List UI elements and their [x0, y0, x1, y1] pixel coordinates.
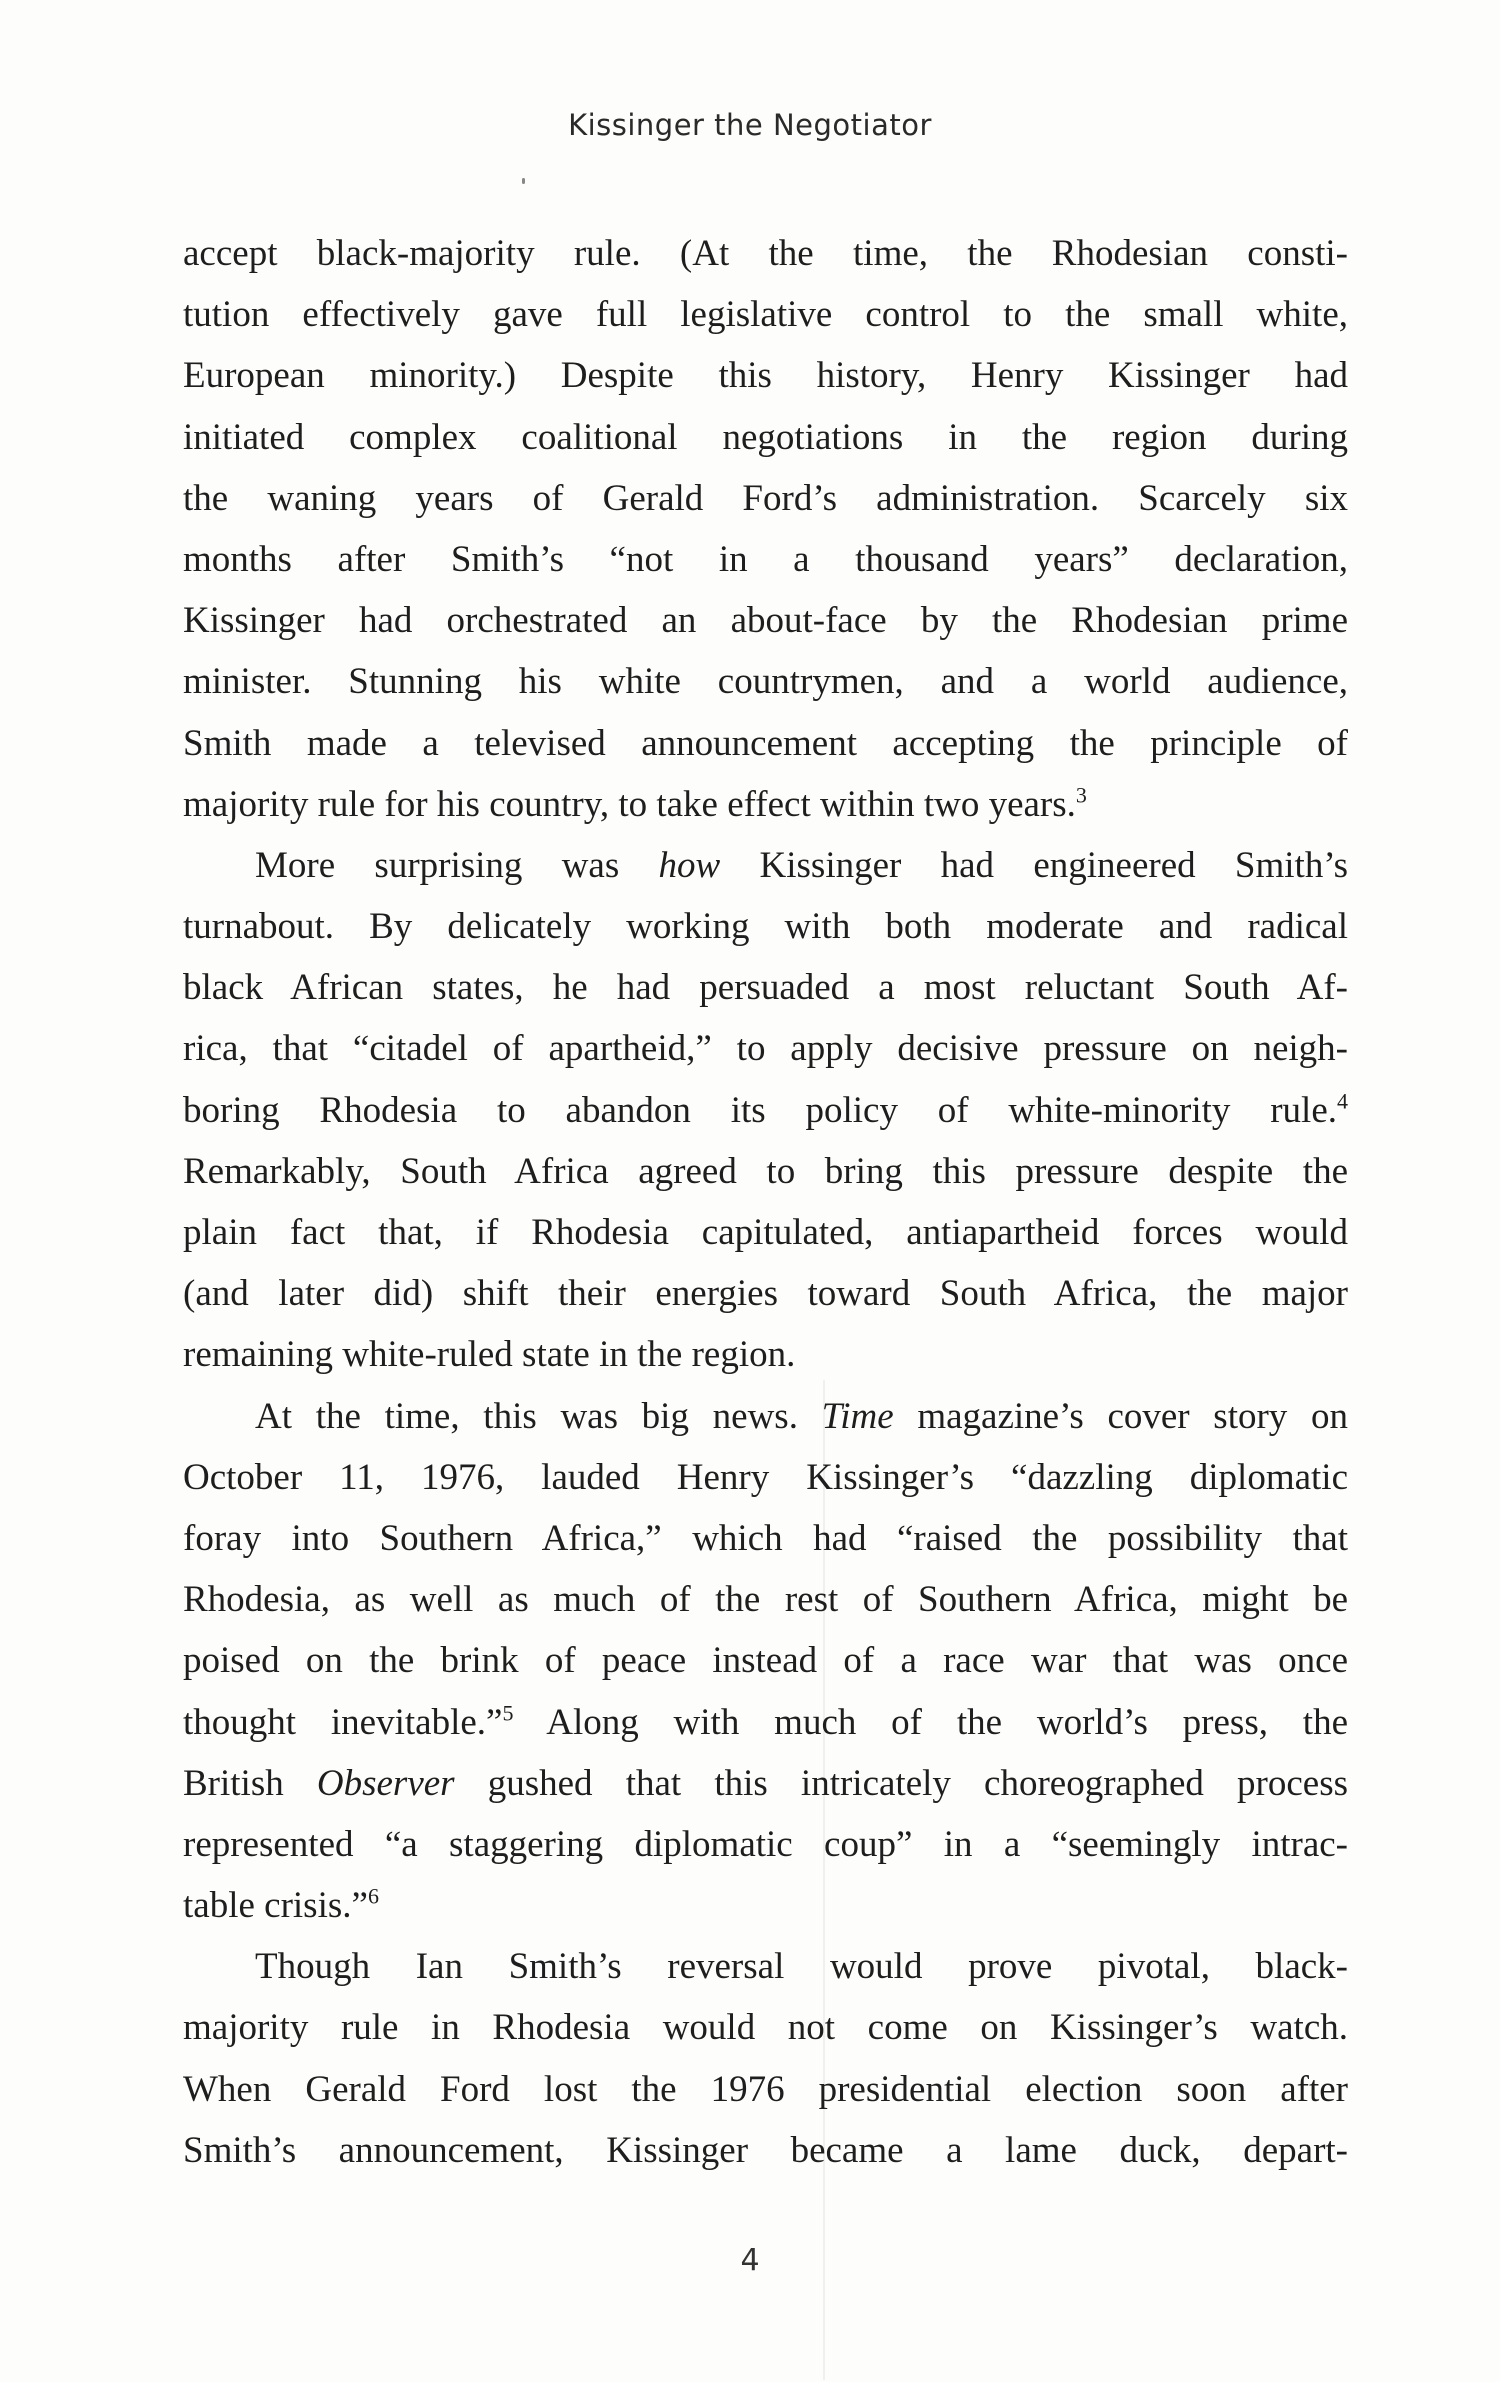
text-line: table crisis.”$^6$ — [183, 1883, 379, 1927]
text-line: represented “a staggering diplomatic coup” in a “seemingly intrac- — [183, 1823, 1348, 1865]
text-line: Kissinger had orchestrated an about-face by the Rhodesian prime — [183, 600, 1348, 642]
text-line: accept black-majority rule. (At the time, the Rhodesian consti- — [183, 233, 1348, 274]
text-line: Rhodesia, as well as much of the rest of Southern Africa, might be — [183, 1579, 1348, 1621]
text-line: plain fact that, if Rhodesia capitulated, antiapartheid forces would — [183, 1212, 1348, 1253]
footnote-ref[interactable]: 3 — [1075, 782, 1087, 808]
scan-speck — [522, 178, 525, 184]
text-line: foray into Southern Africa,” which had “raised the possibility that — [183, 1517, 1348, 1559]
page-number: 4 — [740, 2243, 760, 2278]
text-line: When Gerald Ford lost the 1976 presidential election soon after — [183, 2068, 1348, 2110]
text-line: At the time, this was big news. Time magazine’s cover story on — [255, 1395, 1348, 1437]
text-line: Smith made a televised announcement accepting the principle of — [183, 722, 1348, 764]
text-line: months after Smith’s “not in a thousand years” declaration, — [183, 538, 1348, 580]
text-line: Remarkably, South Africa agreed to bring this pressure despite the — [183, 1150, 1348, 1192]
footnote-ref[interactable]: 4 — [1337, 1088, 1348, 1114]
text-line: the waning years of Gerald Ford’s administration. Scarcely six — [183, 477, 1348, 519]
footnote-ref[interactable]: 6 — [367, 1883, 379, 1909]
text-line: British Observer gushed that this intricately choreographed process — [183, 1762, 1348, 1804]
text-line: black African states, he had persuaded a most reluctant South Af- — [183, 967, 1348, 1009]
text-line: Though Ian Smith’s reversal would prove pivotal, black- — [255, 1946, 1348, 1988]
text-line: poised on the brink of peace instead of a race war that was once — [183, 1640, 1348, 1682]
text-line: (and later did) shift their energies toward South Africa, the major — [183, 1273, 1348, 1315]
text-line: initiated complex coalitional negotiations in the region during — [183, 416, 1348, 458]
text-line: minister. Stunning his white countrymen, and a world audience, — [183, 661, 1348, 703]
text-line: majority rule in Rhodesia would not come on Kissinger’s watch. — [183, 2007, 1348, 2049]
text-line: turnabout. By delicately working with both moderate and radical — [183, 906, 1348, 948]
text-line: Smith’s announcement, Kissinger became a lame duck, depart- — [183, 2129, 1348, 2171]
text-line: More surprising was how Kissinger had engineered Smith’s — [255, 844, 1348, 886]
text-line: boring Rhodesia to abandon its policy of white-minority rule.$^4$ — [183, 1088, 1348, 1131]
running-head: Kissinger the Negotiator — [568, 108, 932, 142]
body-text — [183, 223, 1348, 2181]
text-line: European minority.) Despite this history, Henry Kissinger had — [183, 355, 1348, 397]
text-line: rica, that “citadel of apartheid,” to apply decisive pressure on neigh- — [183, 1028, 1348, 1070]
text-line: October 11, 1976, lauded Henry Kissinger’s “dazzling diplomatic — [183, 1456, 1348, 1498]
text-line: tution effectively gave full legislative control to the small white, — [183, 294, 1348, 336]
text-line: remaining white-ruled state in the region. — [183, 1334, 796, 1376]
text-line: majority rule for his country, to take effect within two years.$^3$ — [183, 782, 1087, 825]
footnote-ref[interactable]: 5 — [502, 1700, 514, 1726]
text-line: thought inevitable.”$^5$ Along with much of the world’s press, the — [183, 1700, 1348, 1743]
